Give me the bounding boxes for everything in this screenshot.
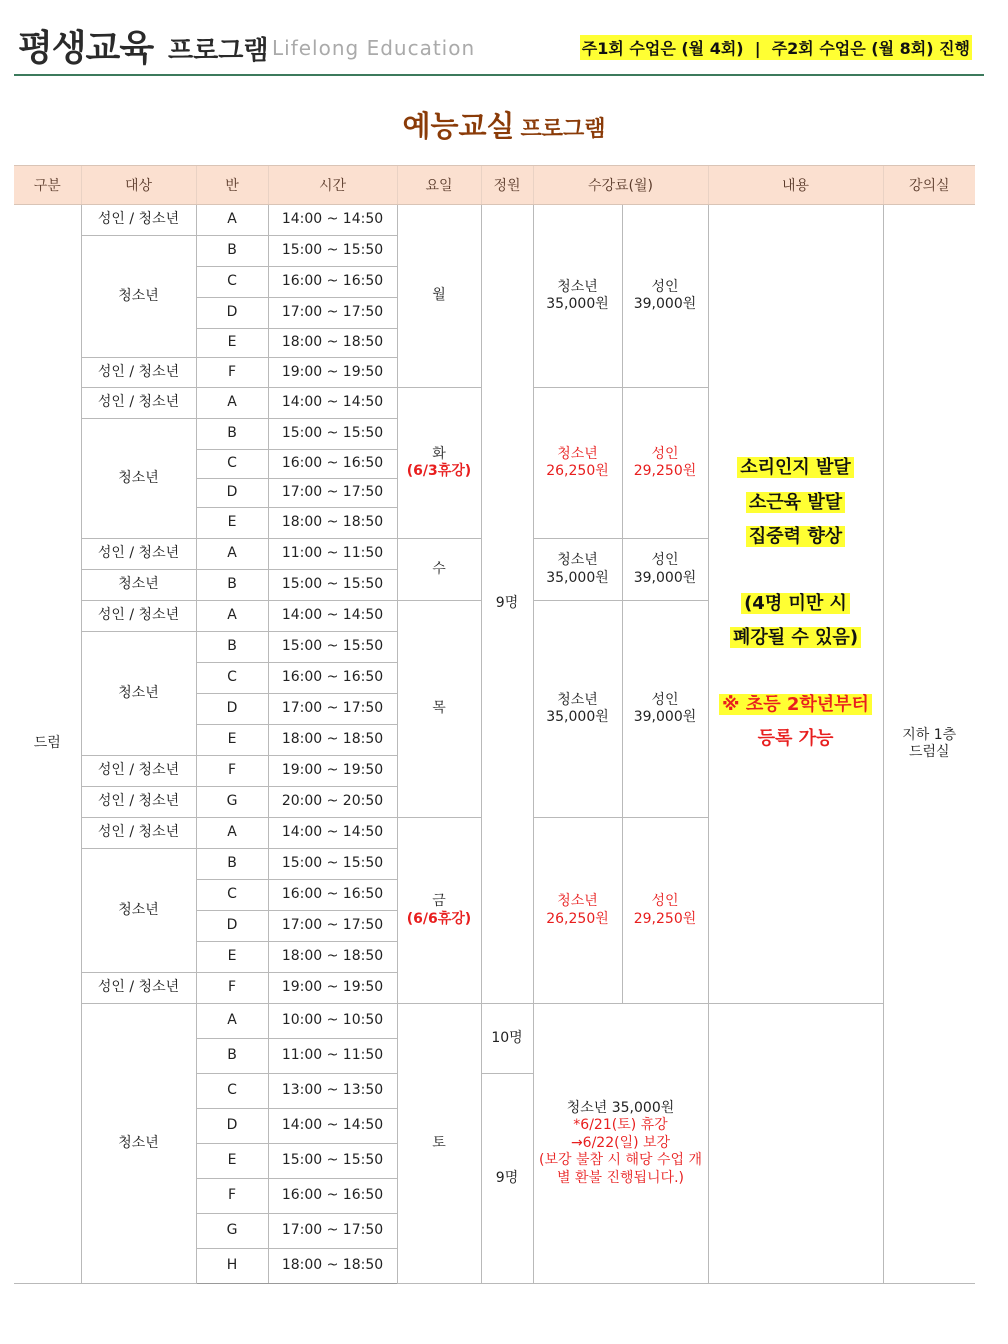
time-cell: 14:00 ~ 14:50 — [268, 205, 397, 236]
brand-english: Lifelong Education — [272, 36, 476, 60]
class-cell: F — [196, 973, 268, 1004]
fee-label: 성인 — [651, 552, 679, 568]
target-cell: 성인 / 청소년 — [81, 756, 196, 787]
time-cell: 17:00 ~ 17:50 — [268, 1214, 397, 1249]
class-cell: A — [196, 539, 268, 570]
fee-value: 29,250원 — [633, 463, 697, 479]
class-cell: B — [196, 419, 268, 450]
fee-label: 성인 — [651, 278, 679, 295]
fee-value: 39,000원 — [633, 569, 697, 586]
fee-adult-mon — [622, 205, 708, 388]
time-cell: 16:00 ~ 16:50 — [268, 267, 397, 298]
class-cell: B — [196, 570, 268, 601]
class-cell: B — [196, 236, 268, 267]
target-cell: 성인 / 청소년 — [81, 539, 196, 570]
day-cell-fri — [397, 818, 481, 1004]
time-cell: 14:00 ~ 14:50 — [268, 818, 397, 849]
capacity-cell-sat-pm: 9명 — [481, 1074, 533, 1284]
day-cell-sat: 토 — [397, 1004, 481, 1284]
time-cell: 13:00 ~ 13:50 — [268, 1074, 397, 1109]
time-cell: 16:00 ~ 16:50 — [268, 880, 397, 911]
time-cell: 15:00 ~ 15:50 — [268, 419, 397, 450]
fee-adult-wed — [622, 539, 708, 601]
fee-sat-note: *6/21(토) 휴강 →6/22(일) 보강 (보강 불참 시 해당 수업 개 별 환불 진행됩니다.) — [539, 1117, 702, 1186]
time-cell: 15:00 ~ 15:50 — [268, 849, 397, 880]
target-cell: 청소년 — [81, 236, 196, 358]
col-header-fee: 수강료(월) — [533, 166, 708, 205]
title-main: 예능교실 — [402, 109, 515, 143]
class-cell: E — [196, 1144, 268, 1179]
fee-adult-fri — [622, 818, 708, 1004]
time-cell: 16:00 ~ 16:50 — [268, 1179, 397, 1214]
desc-line: ※ 초등 2학년부터 — [719, 694, 872, 715]
brand-program: 프로그램 — [168, 36, 269, 66]
class-cell: A — [196, 601, 268, 632]
page-title — [0, 104, 1008, 145]
fee-adult-thu — [622, 601, 708, 818]
class-cell: B — [196, 632, 268, 663]
class-cell: C — [196, 663, 268, 694]
time-cell: 17:00 ~ 17:50 — [268, 911, 397, 942]
fee-label: 성인 — [651, 691, 679, 708]
desc-line: 소리인지 발달 — [737, 457, 854, 478]
fee-value: 39,000원 — [633, 709, 697, 725]
fee-youth-fri — [533, 818, 622, 1004]
target-cell: 청소년 — [81, 1004, 196, 1284]
fee-label: 청소년 — [557, 691, 598, 708]
target-cell: 청소년 — [81, 419, 196, 539]
time-cell: 16:00 ~ 16:50 — [268, 663, 397, 694]
class-cell: H — [196, 1249, 268, 1284]
time-cell: 16:00 ~ 16:50 — [268, 450, 397, 479]
class-cell: F — [196, 1179, 268, 1214]
col-header-class: 반 — [196, 166, 268, 205]
time-cell: 15:00 ~ 15:50 — [268, 1144, 397, 1179]
class-cell: B — [196, 849, 268, 880]
day-closure-note: (6/6휴강) — [406, 910, 472, 927]
col-header-day: 요일 — [397, 166, 481, 205]
fee-value: 26,250원 — [546, 910, 609, 927]
fee-value: 35,000원 — [546, 709, 609, 725]
class-cell: F — [196, 756, 268, 787]
class-cell: G — [196, 1214, 268, 1249]
fee-label: 청소년 — [557, 445, 598, 462]
time-cell: 14:00 ~ 14:50 — [268, 601, 397, 632]
time-cell: 19:00 ~ 19:50 — [268, 358, 397, 388]
day-label: 화 — [432, 445, 446, 462]
time-cell: 18:00 ~ 18:50 — [268, 508, 397, 539]
col-header-capacity: 정원 — [481, 166, 533, 205]
fee-value: 26,250원 — [546, 463, 609, 479]
day-label: 금 — [432, 893, 446, 909]
time-cell: 11:00 ~ 11:50 — [268, 539, 397, 570]
time-cell: 10:00 ~ 10:50 — [268, 1004, 397, 1039]
fee-label: 청소년 — [557, 893, 598, 909]
desc-line: 폐강될 수 있음) — [730, 627, 861, 648]
time-cell: 17:00 ~ 17:50 — [268, 479, 397, 508]
class-cell: D — [196, 298, 268, 329]
room-cell: 지하 1층 드럼실 — [883, 205, 975, 1284]
capacity-cell-sat-am: 10명 — [481, 1004, 533, 1074]
target-cell: 성인 / 청소년 — [81, 973, 196, 1004]
page-header — [0, 0, 1008, 78]
class-cell: A — [196, 205, 268, 236]
desc-line: (4명 미만 시 — [741, 593, 850, 614]
target-cell: 성인 / 청소년 — [81, 358, 196, 388]
class-cell: C — [196, 880, 268, 911]
fee-sat — [533, 1004, 708, 1284]
table-header-row — [14, 166, 975, 205]
fee-value: 35,000원 — [546, 569, 609, 586]
category-cell: 드럼 — [14, 205, 81, 1284]
time-cell: 18:00 ~ 18:50 — [268, 942, 397, 973]
day-closure-note: (6/3휴강) — [406, 463, 472, 479]
class-cell: C — [196, 1074, 268, 1109]
col-header-time: 시간 — [268, 166, 397, 205]
fee-adult-tue — [622, 388, 708, 539]
class-cell: F — [196, 358, 268, 388]
class-cell: D — [196, 1109, 268, 1144]
time-cell: 18:00 ~ 18:50 — [268, 329, 397, 358]
fee-value: 39,000원 — [633, 296, 697, 312]
target-cell: 성인 / 청소년 — [81, 388, 196, 419]
brand-title: 평생교육 — [18, 28, 154, 69]
desc-line: 소근육 발달 — [746, 492, 845, 513]
schedule-table — [14, 165, 975, 1284]
class-cell: C — [196, 267, 268, 298]
class-cell: A — [196, 1004, 268, 1039]
fee-label: 청소년 — [557, 552, 598, 568]
time-cell: 20:00 ~ 20:50 — [268, 787, 397, 818]
col-header-target: 대상 — [81, 166, 196, 205]
day-cell-tue — [397, 388, 481, 539]
col-header-room: 강의실 — [883, 166, 975, 205]
class-cell: E — [196, 329, 268, 358]
class-cell: G — [196, 787, 268, 818]
content-cell-sat — [708, 1004, 883, 1284]
table-row — [14, 205, 975, 236]
header-divider — [14, 74, 984, 76]
fee-youth-thu — [533, 601, 622, 818]
day-cell-thu: 목 — [397, 601, 481, 818]
fee-value: 35,000원 — [546, 296, 609, 312]
time-cell: 19:00 ~ 19:50 — [268, 973, 397, 1004]
table-row — [14, 1004, 975, 1039]
target-cell: 성인 / 청소년 — [81, 818, 196, 849]
class-cell: E — [196, 508, 268, 539]
class-cell: E — [196, 942, 268, 973]
col-header-content: 내용 — [708, 166, 883, 205]
time-cell: 15:00 ~ 15:50 — [268, 570, 397, 601]
class-cell: D — [196, 479, 268, 508]
session-notice: 주1회 수업은 (월 4회) | 주2회 수업은 (월 8회) 진행 — [580, 35, 972, 60]
title-sub: 프로그램 — [520, 117, 606, 142]
fee-label: 청소년 — [557, 278, 598, 295]
class-cell: A — [196, 818, 268, 849]
fee-label: 성인 — [651, 445, 679, 462]
fee-value: 29,250원 — [633, 910, 697, 927]
target-cell: 성인 / 청소년 — [81, 601, 196, 632]
target-cell: 청소년 — [81, 570, 196, 601]
day-cell-wed: 수 — [397, 539, 481, 601]
time-cell: 17:00 ~ 17:50 — [268, 298, 397, 329]
time-cell: 14:00 ~ 14:50 — [268, 1109, 397, 1144]
time-cell: 18:00 ~ 18:50 — [268, 1249, 397, 1284]
target-cell: 청소년 — [81, 632, 196, 756]
class-cell: A — [196, 388, 268, 419]
time-cell: 17:00 ~ 17:50 — [268, 694, 397, 725]
class-cell: C — [196, 450, 268, 479]
class-cell: E — [196, 725, 268, 756]
col-header-category: 구분 — [14, 166, 81, 205]
day-cell-mon: 월 — [397, 205, 481, 388]
fee-youth-tue — [533, 388, 622, 539]
time-cell: 11:00 ~ 11:50 — [268, 1039, 397, 1074]
time-cell: 18:00 ~ 18:50 — [268, 725, 397, 756]
desc-line: 집중력 향상 — [746, 526, 845, 547]
class-cell: D — [196, 694, 268, 725]
target-cell: 성인 / 청소년 — [81, 787, 196, 818]
time-cell: 14:00 ~ 14:50 — [268, 388, 397, 419]
fee-label: 성인 — [651, 893, 679, 909]
content-cell — [708, 205, 883, 1004]
time-cell: 15:00 ~ 15:50 — [268, 236, 397, 267]
fee-youth-mon — [533, 205, 622, 388]
fee-youth-wed — [533, 539, 622, 601]
class-cell: B — [196, 1039, 268, 1074]
class-cell: D — [196, 911, 268, 942]
target-cell: 청소년 — [81, 849, 196, 973]
target-cell: 성인 / 청소년 — [81, 205, 196, 236]
time-cell: 15:00 ~ 15:50 — [268, 632, 397, 663]
desc-line: 등록 가능 — [757, 728, 834, 750]
time-cell: 19:00 ~ 19:50 — [268, 756, 397, 787]
fee-sat-line: 청소년 35,000원 — [566, 1099, 675, 1116]
capacity-cell: 9명 — [481, 205, 533, 1004]
